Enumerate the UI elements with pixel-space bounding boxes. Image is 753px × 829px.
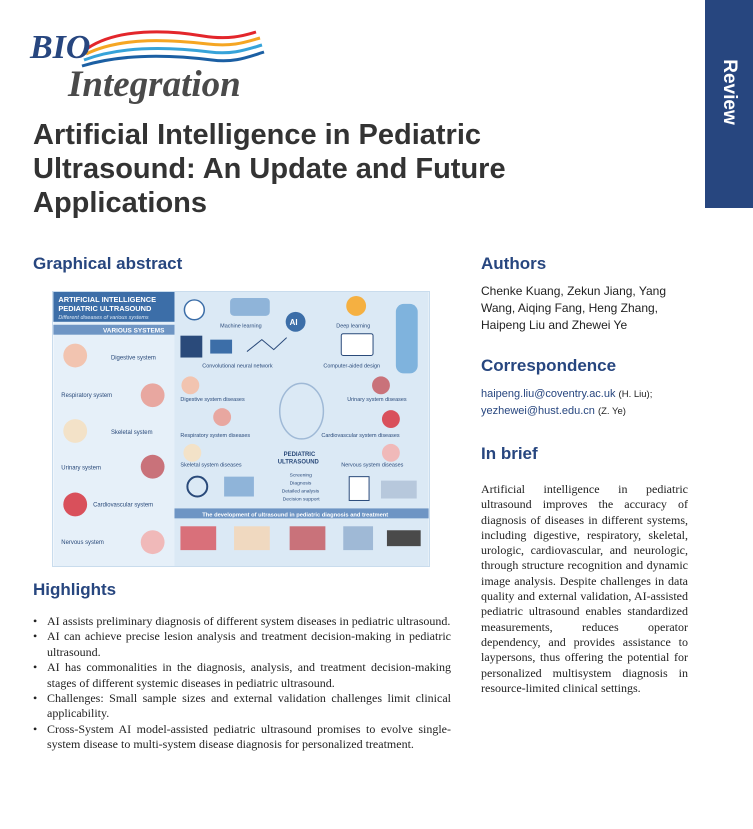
neural-net-icon xyxy=(346,296,366,316)
system-respiratory: Respiratory system xyxy=(61,393,113,400)
clock-icon xyxy=(184,300,204,320)
system-digestive: Digestive system xyxy=(110,355,156,362)
disease-urinary: Urinary system diseases xyxy=(347,397,407,404)
organs-icon xyxy=(396,304,418,373)
lab-icon xyxy=(224,477,254,497)
figure-header-3: Different diseases of various systems xyxy=(58,314,149,321)
figure-header-1: ARTIFICIAL INTELLIGENCE xyxy=(58,294,157,304)
authors-list: Chenke Kuang, Zekun Jiang, Yang Wang, Aiqing Fang, Heng Zhang, Haipeng Liu and Zhewei Ye xyxy=(481,284,667,332)
disease-cardiovascular: Cardiovascular system diseases xyxy=(321,432,400,439)
figure-header-2: PEDIATRIC ULTRASOUND xyxy=(58,303,152,313)
graphical-abstract-figure xyxy=(52,291,430,567)
title-line-3: Applications xyxy=(33,187,208,219)
center-label-2: ULTRASOUND xyxy=(277,459,319,466)
title-line-2: Ultrasound: An Update and Future xyxy=(33,153,506,185)
kidneys-icon xyxy=(372,376,390,394)
grid-icon xyxy=(210,340,232,354)
scanner-icon xyxy=(381,481,417,499)
highlights-list xyxy=(33,614,451,753)
muscle-icon xyxy=(180,526,216,550)
email-link[interactable]: haipeng.liu@coventry.ac.uk xyxy=(481,388,616,400)
journal-logo xyxy=(28,18,268,108)
dl-label: Deep learning xyxy=(336,323,371,330)
device-icon xyxy=(387,530,421,546)
kidney-icon xyxy=(141,455,165,479)
system-nervous: Nervous system xyxy=(61,540,104,547)
lung-icon xyxy=(141,383,165,407)
highlights-heading: Highlights xyxy=(33,580,117,599)
email-link[interactable]: yezhewei@hust.edu.cn xyxy=(481,405,595,417)
system-cardiovascular: Cardiovascular system xyxy=(93,502,154,509)
joint-icon xyxy=(183,444,201,462)
digestive-icon xyxy=(63,344,87,368)
disease-skeletal: Skeletal system diseases xyxy=(180,462,242,469)
highlight-item: • AI has commonalities in the diagnosis, analysis, and treatment decision-making stages of different systemic diseases in pediatric ultrasound. xyxy=(33,660,451,691)
hearts-icon xyxy=(382,410,400,428)
disease-nervous: Nervous system diseases xyxy=(341,462,404,469)
logo-bio: BIO xyxy=(30,29,91,66)
ml-label: Machine learning xyxy=(220,323,262,330)
in-brief-text: Artificial intelligence in pediatric ultrasound improves the accuracy of diagnosis of diseases in different systems, including digestive, respiratory, skeletal, urologic, cardiovascular, and neurologic, through structure recognition and dynamic image analysis. Despite challenges in data quality and external validation, AI-assisted pediatric ultrasound enables standardized measurements, reduces operator dependency, and provides assistance to laypersons, thus offering the potential for personalized multisystem diagnosis in resource-limited clinical settings. xyxy=(481,482,688,695)
vessel-icon xyxy=(290,526,326,550)
email-owner: (Z. Ye) xyxy=(597,406,626,417)
monitor-icon xyxy=(341,334,373,356)
email-owner: (H. Liu); xyxy=(618,389,653,400)
figure-footer: The development of ultrasound in pediatric diagnosis and treatment xyxy=(202,512,389,519)
cad-label: Computer-aided design xyxy=(323,363,381,370)
logo-integration: Integration xyxy=(68,64,241,105)
cnn-label: Convolutional neural network xyxy=(202,363,273,370)
lungs-icon xyxy=(213,408,231,426)
stomach-icon xyxy=(181,376,199,394)
article-type-label: Review xyxy=(719,59,740,125)
system-skeletal: Skeletal system xyxy=(110,429,153,436)
system-urinary: Urinary system xyxy=(61,465,101,472)
article-title xyxy=(33,118,593,220)
correspondence-heading: Correspondence xyxy=(481,356,617,375)
step-decision: Decision support xyxy=(282,497,320,503)
title-line-1: Artificial Intelligence in Pediatric xyxy=(33,119,482,151)
brains-icon xyxy=(382,444,400,462)
brain-icon xyxy=(141,530,165,554)
heart-icon xyxy=(63,493,87,517)
bone-icon xyxy=(63,419,87,443)
ml-chip-icon xyxy=(230,298,270,316)
highlight-item: • AI assists preliminary diagnosis of different system diseases in pediatric ultrasound. xyxy=(33,614,451,629)
disease-respiratory: Respiratory system diseases xyxy=(180,432,251,439)
clipboard-icon xyxy=(349,477,369,501)
highlight-item: • Cross-System AI model-assisted pediatric ultrasound promises to evolve single-system disease to multi-system disease diagnosis for personalized treatment. xyxy=(33,722,451,753)
highlight-item: • AI can achieve precise lesion analysis and treatment decision-making in pediatric ultrasound. xyxy=(33,629,451,660)
disease-digestive: Digestive system diseases xyxy=(180,397,245,404)
correspondence-block xyxy=(481,386,701,420)
ai-box-icon xyxy=(180,336,202,358)
center-label-1: PEDIATRIC xyxy=(283,451,316,458)
article-type-tab xyxy=(705,0,753,208)
graphical-abstract-heading: Graphical abstract xyxy=(33,254,183,273)
colon-icon xyxy=(343,526,373,550)
step-diagnosis: Diagnosis xyxy=(289,481,312,487)
step-screening: Screening xyxy=(289,473,312,479)
in-brief-heading: In brief xyxy=(481,444,538,463)
highlight-item: • Challenges: Small sample sizes and external validation challenges limit clinical applicability. xyxy=(33,691,451,722)
authors-heading: Authors xyxy=(481,254,547,273)
various-systems-label: VARIOUS SYSTEMS xyxy=(103,327,165,335)
ai-badge-label: AI xyxy=(289,317,298,327)
step-analysis: Detailed analysis xyxy=(281,489,320,495)
spine-icon xyxy=(234,526,270,550)
